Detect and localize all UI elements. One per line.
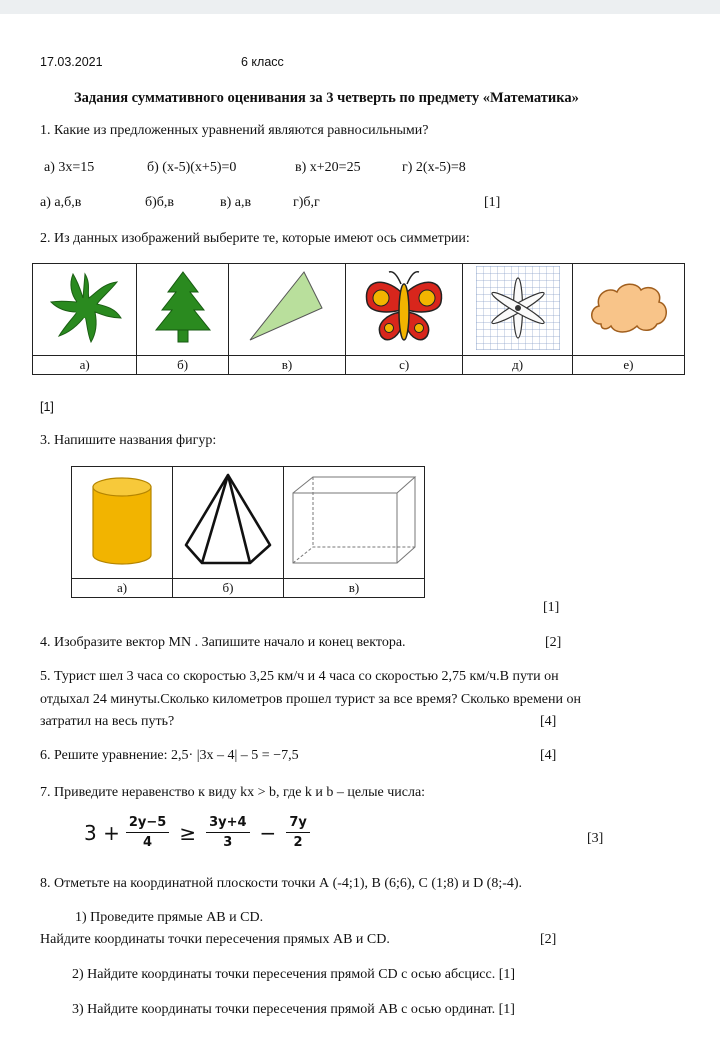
q8-sub1b: Найдите координаты точки пересечения прямых АВ и CD. <box>40 932 390 947</box>
cell-cloud-figure <box>572 264 684 356</box>
q4-score: [2] <box>545 635 562 650</box>
q8-sub1-score: [2] <box>540 932 557 947</box>
cell-pyramid <box>173 467 284 579</box>
q3-score: [1] <box>543 600 560 615</box>
q1-answer-d: г)б,г <box>293 195 320 210</box>
cell-tree-figure <box>137 264 228 356</box>
top-bar <box>0 0 720 14</box>
q8-sub3: 3) Найдите координаты точки пересечения прямой АВ с осью ординат. [1] <box>72 1002 515 1017</box>
q1-equation-c: в) х+20=25 <box>295 160 361 175</box>
q5-line-3: затратил на весь путь? <box>40 714 175 729</box>
q6-score: [4] <box>540 748 557 763</box>
cloud-icon <box>585 278 671 338</box>
fir-tree-icon <box>148 268 218 348</box>
shape-label-b: б) <box>173 579 284 598</box>
pyramid-icon <box>180 471 276 571</box>
cell-flower-grid-figure <box>463 264 573 356</box>
q1-question: 1. Какие из предложенных уравнений являются равносильными? <box>40 123 429 138</box>
cell-cylinder <box>72 467 173 579</box>
cell-box <box>284 467 425 579</box>
cell-star-figure <box>33 264 137 356</box>
q2-question: 2. Из данных изображений выберите те, которые имеют ось симметрии: <box>40 231 470 246</box>
formula-lead: 3 + <box>84 820 120 845</box>
shapes-table <box>71 466 425 598</box>
q1-answer-b: б)б,в <box>145 195 175 210</box>
q4-text: 4. Изобразите вектор MN . Запишите начало и конец вектора. <box>40 635 406 650</box>
fraction-1: $\frac{2y-5}{4}$ <box>126 815 169 850</box>
label-s: с) <box>346 356 463 375</box>
grid-flower-icon <box>476 266 560 350</box>
butterfly-icon <box>359 266 449 350</box>
cylinder-icon <box>87 473 157 569</box>
label-e: е) <box>572 356 684 375</box>
green-star-icon <box>45 268 125 348</box>
q7-score: [3] <box>587 831 604 846</box>
q1-equation-d: г) 2(х-5)=8 <box>402 160 466 175</box>
q1-score: [1] <box>484 195 501 210</box>
label-c: в) <box>228 356 345 375</box>
date-label: 17.03.2021 <box>40 55 103 69</box>
q5-line-2: отдыхал 24 минуты.Сколько километров прошел турист за все время? Сколько времени он <box>40 692 581 707</box>
q8-sub2: 2) Найдите координаты точки пересечения прямой CD с осью абсцисс. [1] <box>72 967 516 982</box>
q2-score: [1] <box>40 400 54 414</box>
q5-line-1: 5. Турист шел 3 часа со скоростью 3,25 км/ч и 4 часа со скоростью 2,75 км/ч.В пути он <box>40 669 559 684</box>
q6-text: 6. Решите уравнение: 2,5· |3х – 4| – 5 = −7,5 <box>40 748 299 763</box>
q1-equation-b: б) (х-5)(х+5)=0 <box>147 160 237 175</box>
q1-answer-c: в) а,в <box>220 195 252 210</box>
q3-question: 3. Напишите названия фигур: <box>40 433 217 448</box>
formula-minus: − <box>259 820 277 845</box>
q1-answer-a: а) а,б,в <box>40 195 82 210</box>
shape-label-a: а) <box>72 579 173 598</box>
symmetry-table <box>32 263 685 375</box>
q5-score: [4] <box>540 714 557 729</box>
formula-rel: ≥ <box>179 820 197 845</box>
fraction-3: $\frac{7y}{2}$ <box>286 815 310 850</box>
q7-formula <box>84 815 316 850</box>
cell-triangle-figure <box>228 264 345 356</box>
cell-butterfly-figure <box>346 264 463 356</box>
label-a: а) <box>33 356 137 375</box>
q8-sub1: 1) Проведите прямые АВ и CD. <box>75 910 264 925</box>
q1-equation-a: а) 3х=15 <box>44 160 95 175</box>
cuboid-icon <box>289 471 419 571</box>
grade-label: 6 класс <box>241 55 284 69</box>
fraction-2: $\frac{3y+4}{3}$ <box>206 815 249 850</box>
shape-label-c: в) <box>284 579 425 598</box>
triangle-icon <box>242 268 332 348</box>
q8-text: 8. Отметьте на координатной плоскости точки А (-4;1), В (6;6), С (1;8) и D (8;-4). <box>40 876 523 891</box>
label-b: б) <box>137 356 228 375</box>
page-title: Задания суммативного оценивания за 3 четверть по предмету «Математика» <box>74 90 579 106</box>
label-d: д) <box>463 356 573 375</box>
q7-text: 7. Приведите неравенство к виду kx > b, где k и b – целые числа: <box>40 785 426 800</box>
